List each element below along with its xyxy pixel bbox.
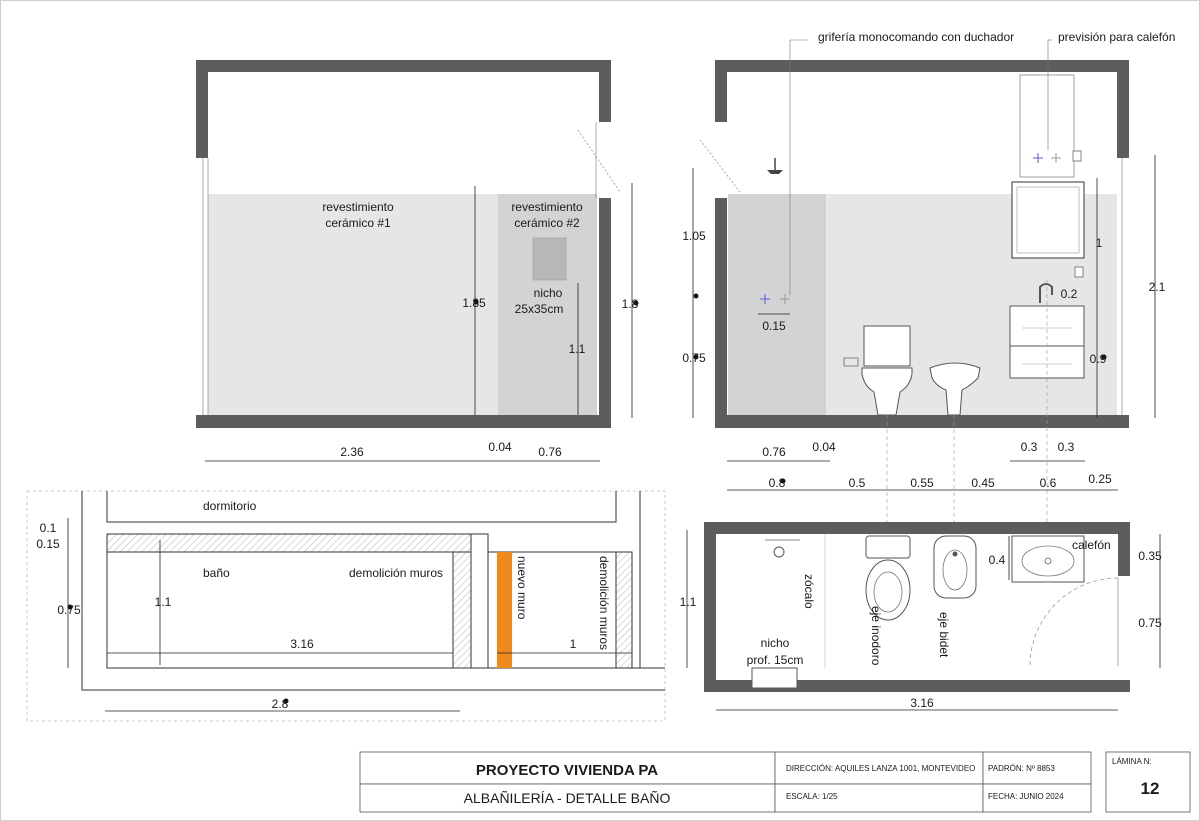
demolition-wall-top (107, 534, 471, 552)
label-ceramic-2-line1: revestimiento (511, 200, 583, 214)
label-bathroom: baño (203, 566, 230, 580)
existing-wall (471, 534, 488, 668)
dim-chain-2: 0.55 (910, 476, 934, 490)
label-heater: previsión para calefón (1058, 30, 1176, 44)
dim-316-plan: 3.16 (290, 637, 314, 651)
dim-015-plan: 0.15 (36, 537, 60, 551)
sheet-number: 12 (1140, 779, 1160, 798)
dim-236: 2.36 (340, 445, 364, 459)
label-bedroom: dormitorio (203, 499, 257, 513)
scale-text: ESCALA: 1/25 (786, 792, 838, 801)
dim-004-right: 0.04 (812, 440, 836, 454)
floor-slab-right (715, 415, 1129, 428)
dim-11-bath: 1.1 (679, 595, 697, 609)
plan-wall-left (704, 522, 716, 692)
plan-wall-top (704, 522, 1130, 534)
label-ceramic-1-line1: revestimiento (322, 200, 394, 214)
elevation-left (196, 60, 639, 461)
dim-chain-1: 0.5 (848, 476, 866, 490)
shower-drain-icon (774, 547, 784, 557)
wall-left-upper (196, 60, 208, 158)
label-zocalo: zócalo (802, 574, 816, 609)
label-demolition-vertical: demolición muros (597, 556, 611, 651)
dim-075-elev: 0.75 (682, 351, 706, 365)
dim-11-plan: 1.1 (154, 595, 172, 609)
dim-height-185: 1.85 (462, 296, 486, 310)
label-demolition: demolición muros (349, 566, 444, 580)
dim-076-right: 0.76 (762, 445, 786, 459)
dim-dot (694, 294, 699, 299)
dim-chain-5: 0.25 (1088, 472, 1112, 486)
dim-03b: 0.3 (1057, 440, 1075, 454)
sheet-label: LÁMINA N: (1112, 757, 1152, 766)
dim-075-plan: 0.75 (57, 603, 81, 617)
dim-02: 0.2 (1060, 287, 1078, 301)
dim-01: 0.1 (39, 521, 57, 535)
dim-height-18: 1.8 (621, 297, 639, 311)
wall-right-upper (599, 60, 611, 122)
padron-text: PADRÓN: Nº 8853 (988, 764, 1055, 773)
plan-wall-right (1118, 522, 1130, 576)
dim-015: 0.15 (762, 319, 786, 333)
dim-076: 0.76 (538, 445, 562, 459)
label-eje-bidet: eje bidet (937, 612, 951, 658)
dim-004: 0.04 (488, 440, 512, 454)
plan-demolition (27, 491, 665, 721)
date-text: FECHA: JUNIO 2024 (988, 792, 1064, 801)
shower-tile-area (728, 194, 825, 415)
plan-outer-wall (82, 491, 665, 690)
elevation-right (682, 30, 1175, 530)
dim-316-bath: 3.16 (910, 696, 934, 710)
dim-chain-4: 0.6 (1039, 476, 1057, 490)
niche-rect (533, 238, 566, 280)
bidet-plan (934, 536, 976, 598)
window-swing (578, 130, 620, 192)
label-calefon: calefón (1072, 538, 1111, 552)
ceiling-slab-right (715, 60, 1129, 72)
dim-21: 2.1 (1148, 280, 1166, 294)
dim-1: 1 (1095, 236, 1103, 250)
label-niche-line2: 25x35cm (514, 302, 564, 316)
label-ceramic-2-line2: cerámico #2 (514, 216, 580, 230)
label-ceramic-1-line2: cerámico #1 (325, 216, 391, 230)
dim-075-bath: 0.75 (1138, 616, 1162, 630)
dim-1-plan: 1 (569, 637, 577, 651)
label-faucet: grifería monocomando con duchador (818, 30, 1015, 44)
wall-right-upper-right (1117, 60, 1129, 158)
bathroom-outline (107, 534, 665, 668)
dim-09: 0.9 (1089, 352, 1107, 366)
plan-bathroom (680, 522, 1162, 710)
demolition-boundary (27, 491, 665, 721)
demolition-wall-mid (453, 552, 471, 668)
title-block (360, 752, 1190, 812)
label-eje-inodoro: eje inodoro (869, 606, 883, 666)
ceiling-slab (196, 60, 611, 72)
address-text: DIRECCIÓN: AQUILES LANZA 1001, MONTEVIDEO (786, 764, 976, 773)
mirror-cabinet (1012, 182, 1084, 258)
label-nicho-line2: prof. 15cm (746, 653, 804, 667)
dim-03a: 0.3 (1020, 440, 1038, 454)
dim-28: 2.8 (271, 697, 289, 711)
bedroom-wall (107, 491, 616, 522)
floor-slab (196, 415, 611, 428)
project-title: PROYECTO VIVIENDA PA (475, 762, 659, 779)
outlet-icon-2 (1075, 267, 1083, 277)
door-swing (1030, 578, 1118, 666)
wall-left-lower-right (715, 198, 727, 418)
label-nicho-line1: nicho (760, 636, 790, 650)
plan-niche (752, 668, 797, 688)
label-new-wall: nuevo muro (515, 556, 529, 620)
wall-left-upper-right (715, 60, 727, 122)
window-swing-right (700, 140, 740, 192)
heater-outline (1020, 75, 1074, 177)
dim-105: 1.05 (682, 229, 706, 243)
demolition-wall-right (616, 552, 632, 668)
label-niche-line1: nicho (533, 286, 563, 300)
dim-height-11: 1.1 (568, 342, 586, 356)
dim-035: 0.35 (1138, 549, 1162, 563)
dim-chain-3: 0.45 (971, 476, 995, 490)
wall-right-lower (599, 198, 611, 418)
shower-head-icon (767, 170, 783, 174)
dim-chain-0: 0.8 (768, 476, 786, 490)
dim-04: 0.4 (988, 553, 1006, 567)
outlet-icon (1073, 151, 1081, 161)
sheet-title: ALBAÑILERÍA - DETALLE BAÑO (463, 790, 671, 806)
new-wall (497, 552, 512, 668)
